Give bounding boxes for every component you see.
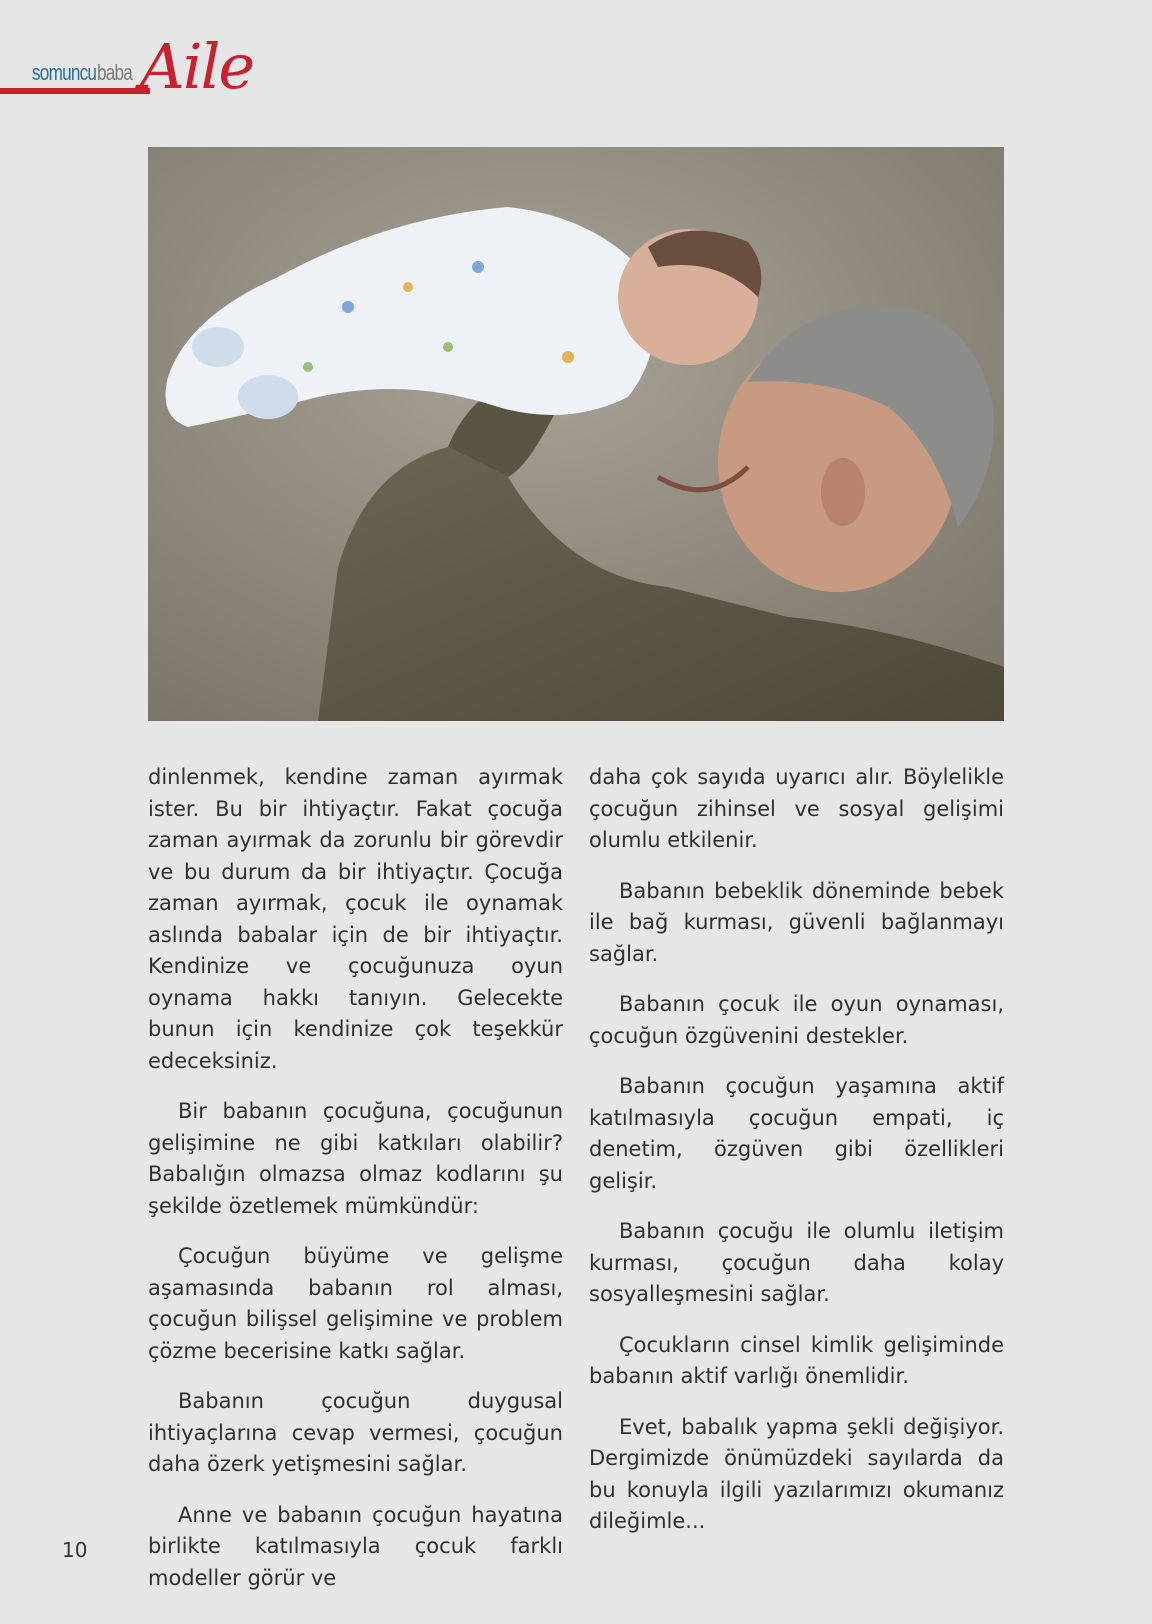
paragraph: Babanın çocuğun yaşamına aktif katılmasıyla çocuğun empati, iç denetim, özgüven gibi özellikleri gelişir. (589, 1074, 1004, 1193)
paragraph: Bir babanın çocuğuna, çocuğunun gelişimine ne gibi katkıları olabilir? Babalığın olmazsa olmaz kodlarını şu şekilde özetlemek mümkündür: (148, 1099, 563, 1218)
paragraph: Babanın çocuk ile oyun oynaması, çocuğun özgüvenini destekler. (589, 992, 1004, 1048)
father-baby-illustration (148, 147, 1004, 721)
article-right-column (589, 762, 1004, 1557)
paragraph: Çocuğun büyüme ve gelişme aşamasında babanın rol alması, çocuğun bilişsel gelişimine ve problem çözme becerisine katkı sağlar. (148, 1244, 563, 1363)
paragraph: Evet, babalık yapma şekli değişiyor. Dergimizde önümüzdeki sayılarda da bu konuyla ilgili yazılarımızı okumanız dileğimle... (589, 1414, 1004, 1533)
section-title: Aile (140, 30, 254, 103)
article-left-column (148, 762, 563, 1613)
paragraph: dinlenmek, kendine zaman ayırmak ister. Bu bir ihtiyaçtır. Fakat çocuğa zaman ayırmak da zorunlu bir görevdir ve bu durum da bir ihtiyaçtır. Çocuğa zaman ayırmak, çocuk ile oynamak aslında babalar için de bir ihtiyaçtır. Kendinize ve çocuğunuza oyun oynama hakkı tanıyın. Gelecekte bunun için kendinize çok teşekkür edeceksiniz. (148, 765, 563, 1073)
paragraph: Babanın çocuğun duygusal ihtiyaçlarına cevap vermesi, çocuğun daha özerk yetişmesini sağlar. (148, 1389, 563, 1476)
wordmark-baba: baba (97, 60, 133, 85)
masthead-red-bar (0, 88, 150, 94)
article-photo (148, 147, 1004, 721)
page-number: 10 (62, 1538, 88, 1562)
paragraph: Babanın çocuğu ile olumlu iletişim kurması, çocuğun daha kolay sosyalleşmesini sağlar. (589, 1219, 1004, 1306)
magazine-masthead (0, 30, 260, 118)
paragraph: Anne ve babanın çocuğun hayatına birlikte katılmasıyla çocuk farklı modeller görür ve (148, 1502, 563, 1590)
paragraph: Babanın bebeklik döneminde bebek ile bağ kurması, güvenli bağlanmayı sağlar. (589, 878, 1004, 966)
paragraph: Çocukların cinsel kimlik gelişiminde babanın aktif varlığı önemlidir. (589, 1332, 1004, 1388)
wordmark-somuncu: somuncu (32, 60, 97, 85)
paragraph: daha çok sayıda uyarıcı alır. Böylelikle çocuğun zihinsel ve sosyal gelişimi olumlu etkilenir. (589, 765, 1004, 852)
